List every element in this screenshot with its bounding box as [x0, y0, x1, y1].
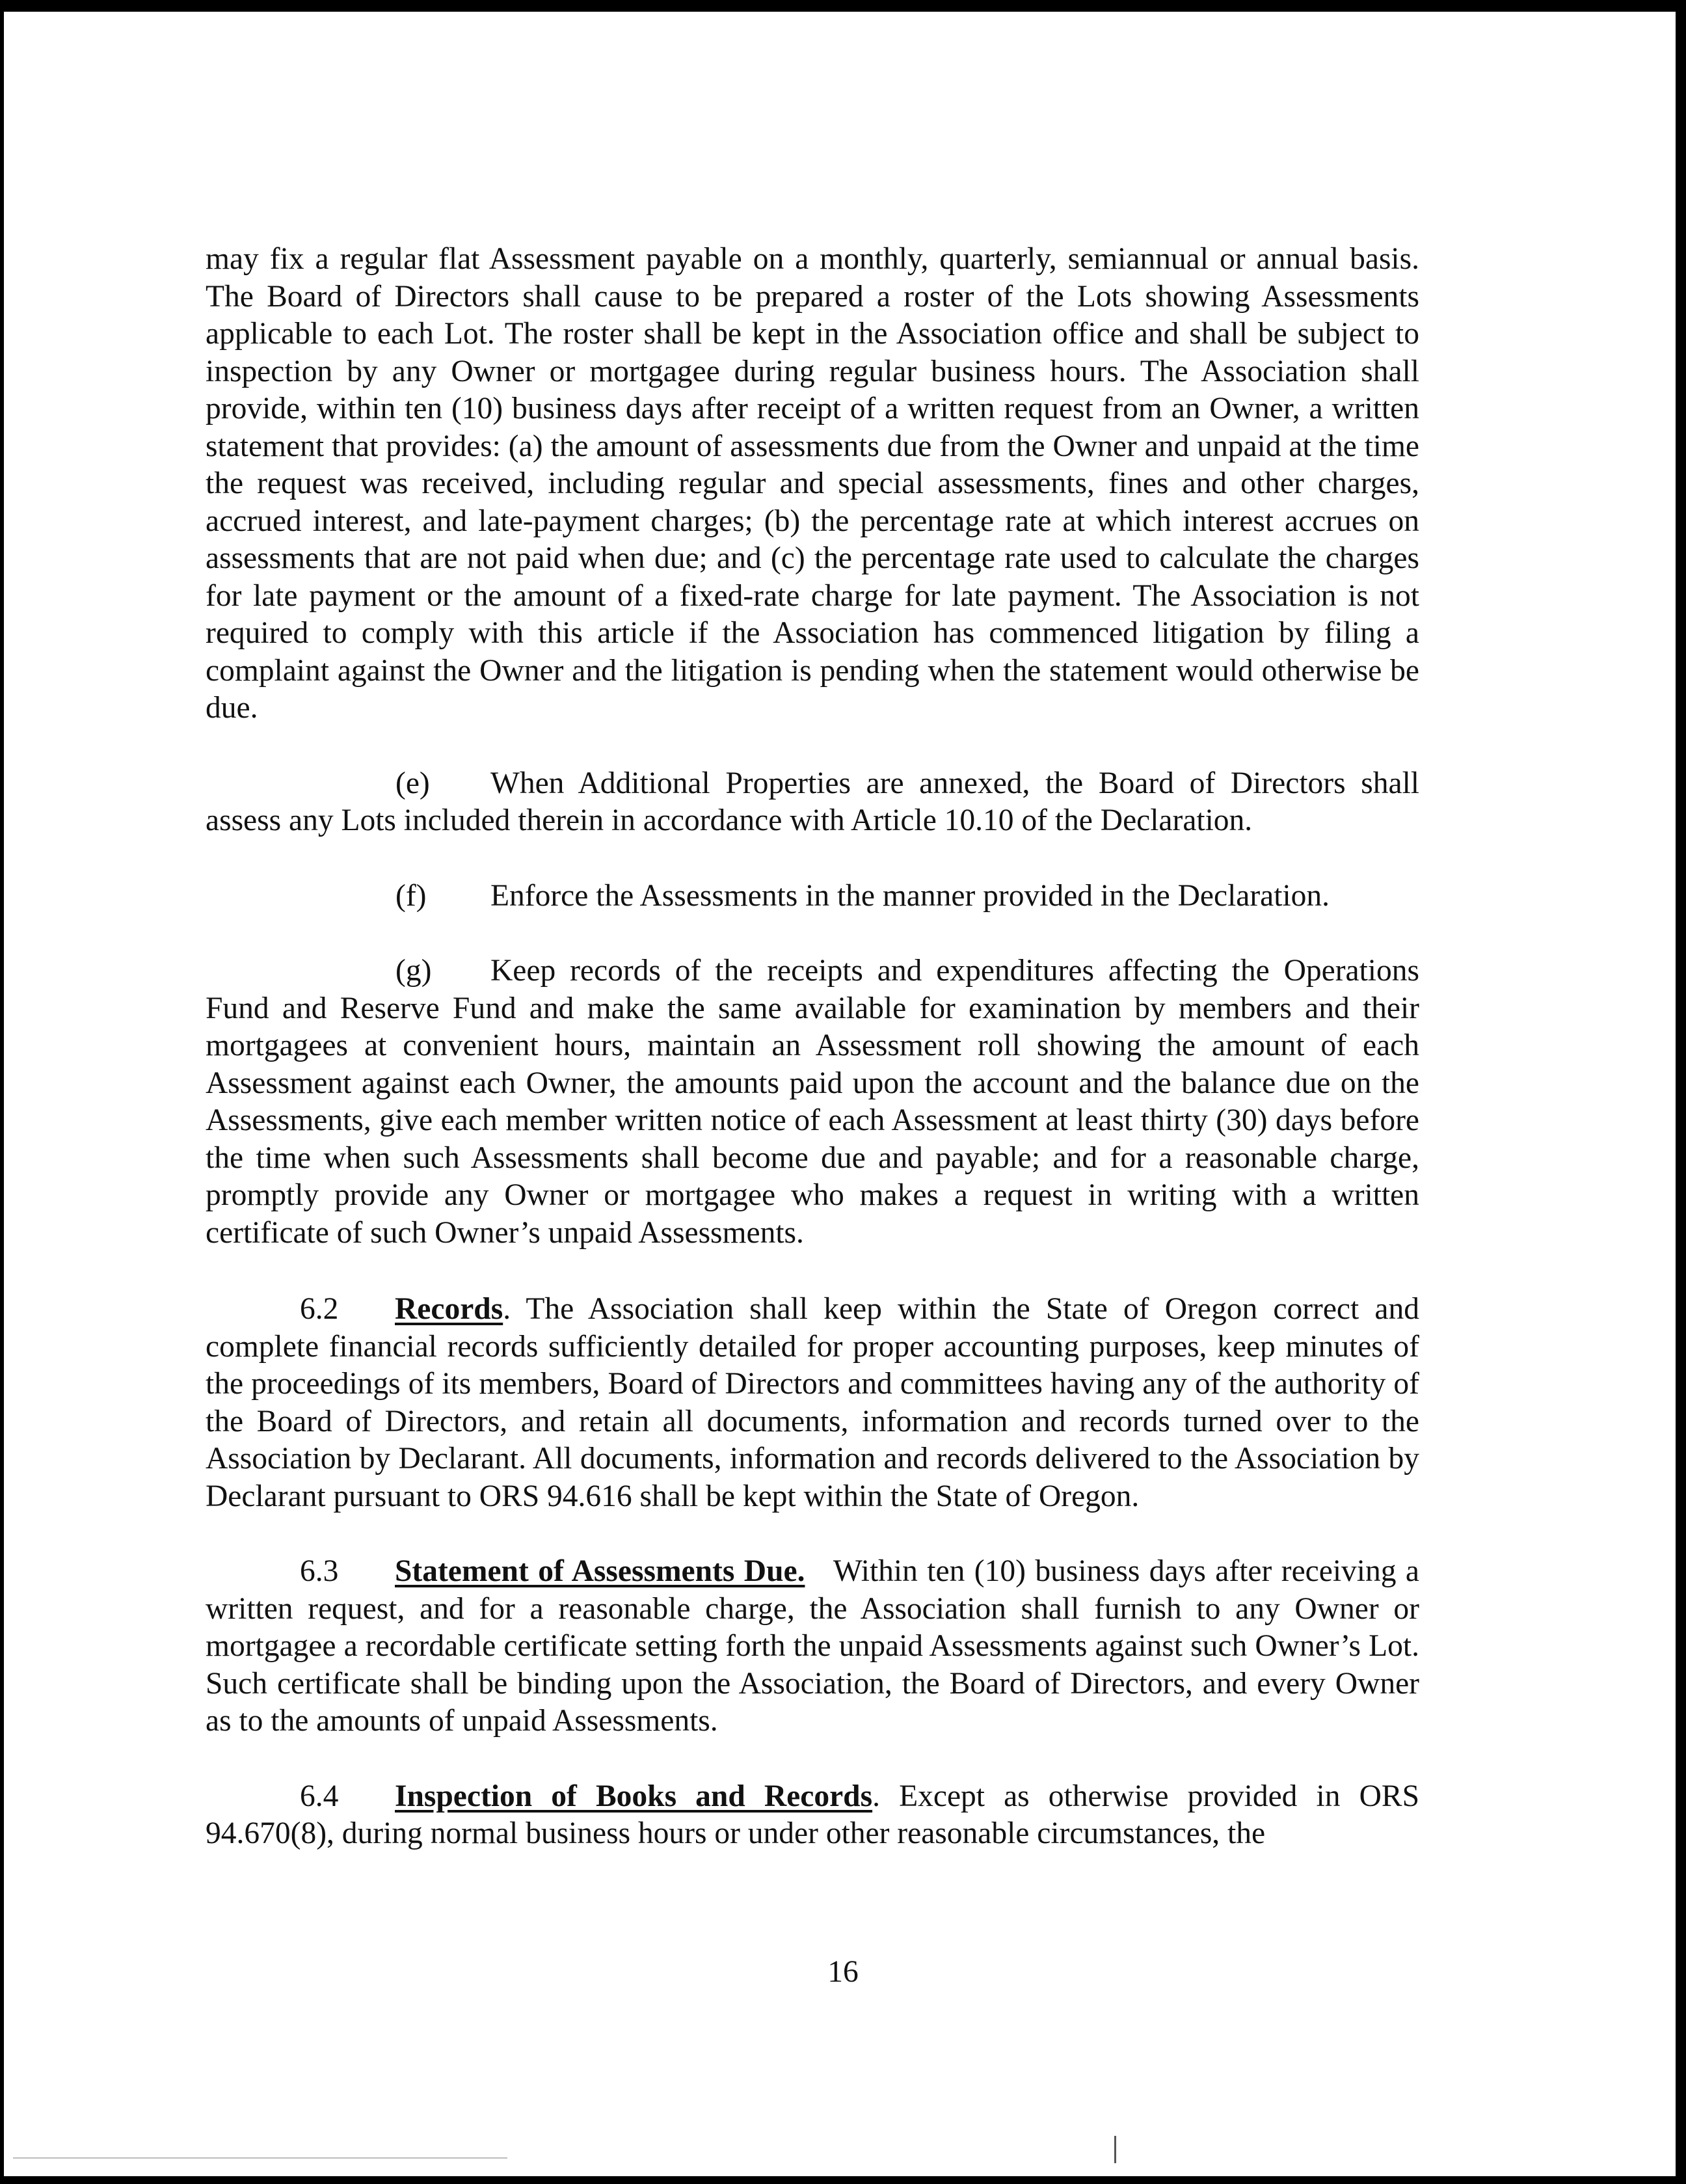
item-e-label: (e): [395, 766, 430, 800]
scan-border-left: [0, 0, 4, 2184]
page-body: [206, 241, 1419, 1853]
section-6-4-heading: Inspection of Books and Records: [395, 1779, 873, 1813]
section-6-3-number: 6.3: [300, 1554, 339, 1588]
page-number: 16: [827, 1955, 859, 1989]
item-f-paragraph: [206, 878, 1419, 915]
section-6-3-paragraph: [206, 1553, 1419, 1740]
item-g-text: Keep records of the receipts and expenditures affecting the Operations Fund and Reserve Fund and make the same available for examination by members and their mortgagees at convenient hours, maintain an Assessment roll showing the amount of each Assessment against each Owner, the amounts paid upon the account and the balance due on the Assessments, give each member written notice of each Assessment at least thirty (30) days before the time when such Assessments shall become due and payable; and for a reasonable charge, promptly provide any Owner or mortgagee who makes a request in writing with a written certificate of such Owner’s unpaid Assessments.: [206, 954, 1419, 1250]
section-6-2-heading-punct: .: [503, 1292, 511, 1326]
scan-border-bottom: [0, 2176, 1686, 2184]
section-6-3-text: Within ten (10) business days after receiving a written request, and for a reasonable charge, the Association shall furnish to any Owner or mortgagee a recordable certificate setting forth the unpaid Assessments against such Owner’s Lot. Such certificate shall be binding upon the Association, the Board of Directors, and every Owner as to the amounts of unpaid Assessments.: [206, 1554, 1419, 1738]
scan-border-top: [0, 0, 1686, 12]
section-6-4-paragraph: [206, 1778, 1419, 1853]
section-6-4-text: Except as otherwise provided in ORS 94.670(8), during normal business hours or under other reasonable circumstances, the: [206, 1779, 1420, 1850]
scan-mark: [1114, 2136, 1116, 2163]
paragraph-assessment-roster: may fix a regular flat Assessment payable on a monthly, quarterly, semiannual or annual basis. The Board of Directors shall cause to be prepared a roster of the Lots showing Assessments applicable to each Lot. The roster shall be kept in the Association office and shall be subject to inspection by any Owner or mortgagee during regular business hours. The Association shall provide, within ten (10) business days after receipt of a written request from an Owner, a written statement that provides: (a) the amount of assessments due from the Owner and unpaid at the time the request was received, including regular and special assessments, fines and other charges, accrued interest, and late-payment charges; (b) the percentage rate at which interest accrues on assessments that are not paid when due; and (c) the percentage rate used to calculate the charges for late payment or the amount of a fixed-rate charge for late payment. The Association is not required to comply with this article if the Association has commenced litigation by filing a complaint against the Owner and the litigation is pending when the statement would otherwise be due.: [206, 242, 1419, 725]
item-e-text: When Additional Properties are annexed, the Board of Directors shall assess any Lots included therein in accordance with Article 10.10 of the Declaration.: [206, 766, 1419, 837]
section-6-2-heading: Records: [395, 1292, 503, 1326]
scan-border-right: [1676, 0, 1686, 2184]
item-g-label: (g): [395, 954, 432, 988]
scan-footer-line: [13, 2157, 507, 2159]
section-6-4-heading-punct: .: [872, 1779, 880, 1813]
item-f-text: Enforce the Assessments in the manner provided in the Declaration.: [490, 878, 1330, 913]
section-6-3-heading: Statement of Assessments Due.: [395, 1554, 805, 1588]
item-f-label: (f): [395, 878, 427, 913]
section-6-2-paragraph: [206, 1291, 1419, 1515]
item-g-paragraph: [206, 952, 1419, 1252]
item-e-paragraph: [206, 765, 1419, 840]
section-6-4-number: 6.4: [300, 1779, 339, 1813]
section-6-2-text: The Association shall keep within the State of Oregon correct and complete financial records sufficiently detailed for proper accounting purposes, keep minutes of the proceedings of its members, Board of Directors and committees having any of the authority of the Board of Directors, and retain all documents, information and records turned over to the Association by Declarant. All documents, information and records delivered to the Association by Declarant pursuant to ORS 94.616 shall be kept within the State of Oregon.: [206, 1292, 1419, 1513]
section-6-2-number: 6.2: [300, 1292, 339, 1326]
